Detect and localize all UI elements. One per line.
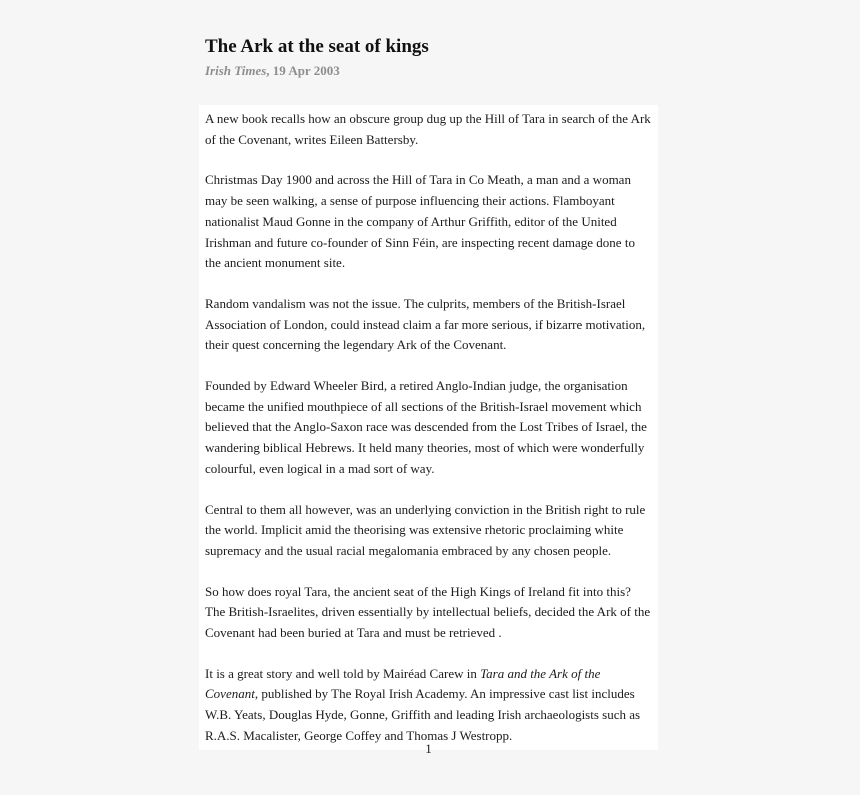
paragraph: So how does royal Tara, the ancient seat of the High Kings of Ireland fit into this? The British-Israelites, driven essentially by intellectual beliefs, decided the Ark of the Covenant had been buried at Tara and must be retrieved . [205, 583, 651, 641]
article-byline [205, 63, 665, 78]
article-date: , 19 Apr 2003 [266, 63, 340, 78]
article-title: The Ark at the seat of kings [205, 36, 429, 57]
final-paragraph-lead: It is a great story and well told by Mairéad Carew in [205, 665, 481, 681]
article-body [199, 105, 658, 750]
final-paragraph-rest: , published by The Royal Irish Academy. An impressive cast list includes W.B. Yeats, Douglas Hyde, Gonne, Griffith and leading Irish archaeologists such as R.A.S. Macalister, George Coffey and Thomas J Westropp. [205, 686, 641, 743]
book-title: Tara and the Ark of the Covenant [205, 665, 601, 702]
article-source: Irish Times [205, 63, 267, 78]
paragraph: Christmas Day 1900 and across the Hill of Tara in Co Meath, a man and a woman may be seen walking, a sense of purpose influencing their actions. Flamboyant nationalist Maud Gonne in the company of Arthur Griffith, editor of the United Irishman and future co-founder of Sinn Féin, are inspecting recent damage done to the ancient monument site. [205, 172, 635, 271]
paragraph: Founded by Edward Wheeler Bird, a retired Anglo-Indian judge, the organisation became the unified mouthpiece of all sections of the British-Israel movement which believed that the Anglo-Saxon race was descended from the Lost Tribes of Israel, the wandering biblical Hebrews. It held many theories, most of which were wonderfully colourful, even logical in a mad sort of way. [205, 378, 647, 476]
paragraph: A new book recalls how an obscure group dug up the Hill of Tara in search of the Ark of the Covenant, writes Eileen Battersby. [205, 111, 651, 147]
paragraph: Central to them all however, was an underlying conviction in the British right to rule the world. Implicit amid the theorising was extensive rhetoric proclaiming white supremacy and the usual racial megalomania embraced by any chosen people. [205, 501, 646, 558]
page-number: 1 [425, 741, 432, 756]
paragraph [205, 664, 653, 747]
paragraph: Random vandalism was not the issue. The culprits, members of the British-Israel Association of London, could instead claim a far more serious, if bizarre motivation, their quest concerning the legendary Ark of the Covenant. [205, 295, 646, 353]
article-header [205, 36, 665, 78]
